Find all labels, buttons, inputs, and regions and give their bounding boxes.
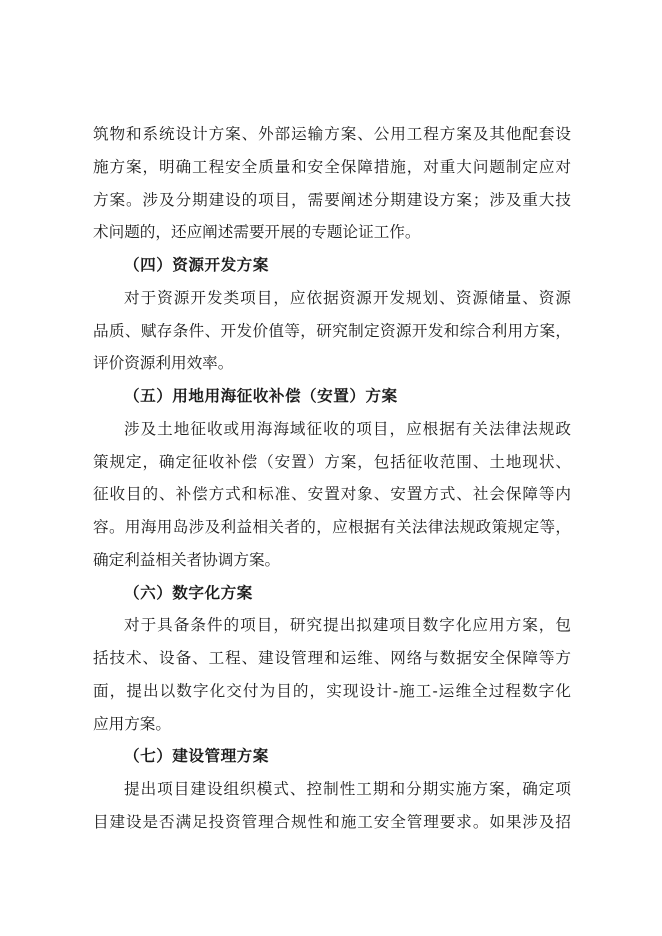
paragraph-line: 对于具备条件的项目，研究提出拟建项目数字化应用方案，包: [124, 616, 571, 635]
paragraph-line: 提出项目建设组织模式、控制性工期和分期实施方案，确定项: [124, 780, 571, 798]
paragraph-line: 征收目的、补偿方式和标准、安置对象、安置方式、社会保障等内: [93, 485, 571, 504]
paragraph-line: 对于资源开发类项目，应依据资源开发规划、资源储量、资源: [124, 288, 571, 307]
paragraph-line: 涉及土地征收或用海海域征收的项目，应根据有关法律法规政: [124, 419, 571, 438]
paragraph-line: 容。用海用岛涉及利益相关者的，应根据有关法律法规政策规定等，: [93, 518, 571, 536]
paragraph-line: 应用方案。: [93, 714, 171, 733]
paragraph-line: 括技术、设备、工程、建设管理和运维、网络与数据安全保障等方: [93, 649, 571, 667]
paragraph-line: 品质、赋存条件、开发价值等，研究制定资源开发和综合利用方案，: [93, 321, 571, 340]
paragraph-line: 评价资源利用效率。: [93, 354, 234, 373]
section-heading-land-sea-compensation: （五）用地用海征收补偿（安置）方案: [124, 387, 398, 405]
section-heading-construction-management: （七）建设管理方案: [124, 747, 269, 766]
paragraph-line: 面，提出以数字化交付为目的，实现设计-施工-运维全过程数字化: [93, 681, 571, 700]
paragraph-line: 术问题的，还应阐述需要开展的专题论证工作。: [93, 223, 421, 242]
section-heading-digitalization: （六）数字化方案: [124, 583, 253, 602]
document-body: [93, 118, 571, 839]
paragraph-line: 目建设是否满足投资管理合规性和施工安全管理要求。如果涉及招: [93, 812, 571, 831]
paragraph-line: 筑物和系统设计方案、外部运输方案、公用工程方案及其他配套设: [93, 125, 571, 143]
paragraph-line: 确定利益相关者协调方案。: [93, 550, 281, 569]
section-heading-resource-development: （四）资源开发方案: [124, 256, 269, 274]
paragraph-line: 方案。涉及分期建设的项目，需要阐述分期建设方案；涉及重大技: [93, 190, 571, 209]
paragraph-line: 施方案，明确工程安全质量和安全保障措施，对重大问题制定应对: [93, 157, 571, 176]
paragraph-line: 策规定，确定征收补偿（安置）方案，包括征收范围、土地现状、: [93, 452, 571, 471]
